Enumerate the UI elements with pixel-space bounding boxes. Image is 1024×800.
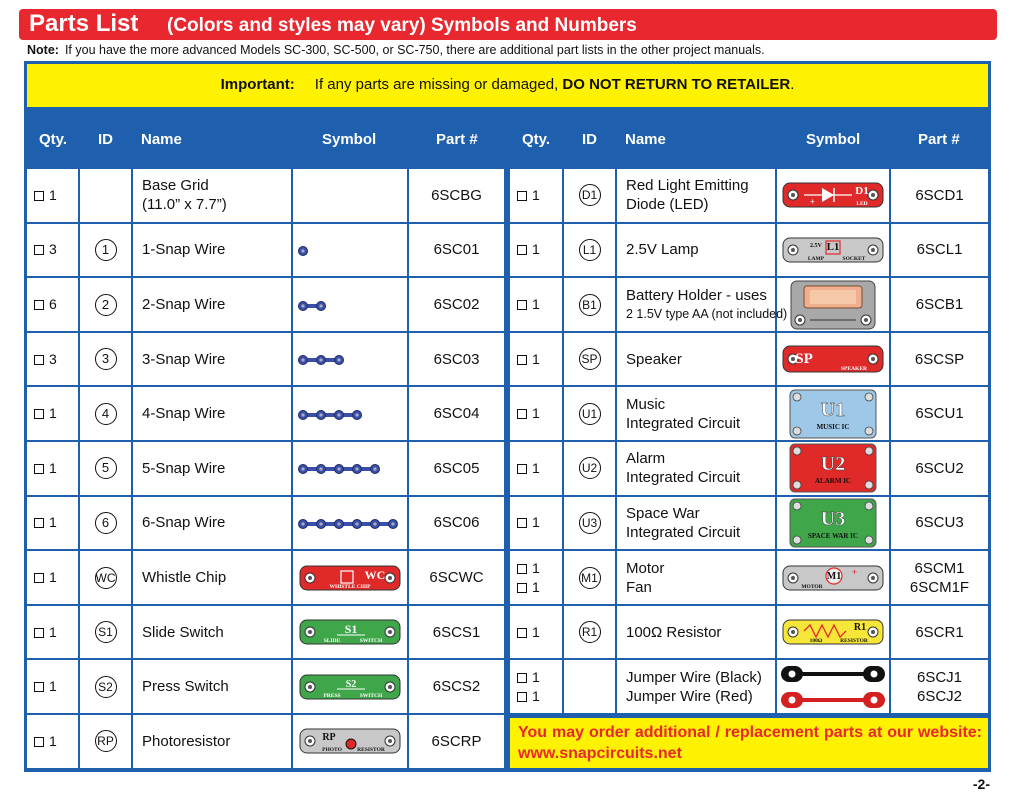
part-number xyxy=(409,677,504,696)
part-id-badge: S1 xyxy=(95,621,117,643)
svg-text:LED: LED xyxy=(856,201,868,208)
part-name-line: Speaker xyxy=(626,350,682,368)
part-name xyxy=(626,240,699,259)
part-name-line: Fan xyxy=(626,578,652,596)
qty-value: 1 xyxy=(49,186,57,203)
svg-text:RP: RP xyxy=(322,732,336,744)
important-end: . xyxy=(790,76,795,93)
jumper-wires-symbol xyxy=(779,662,887,717)
part-number xyxy=(891,404,988,423)
part-number xyxy=(409,350,504,369)
qty-cell-content xyxy=(34,568,57,587)
checkbox-icon xyxy=(517,300,527,310)
qty-cell-content xyxy=(517,240,540,259)
part-number-line: 6SC04 xyxy=(433,405,480,423)
note-label: Note: xyxy=(27,43,59,57)
part-name-line: Jumper Wire (Black) xyxy=(626,668,762,686)
svg-text:ALARM IC: ALARM IC xyxy=(815,477,851,486)
part-id-badge: U3 xyxy=(579,512,601,534)
part-name xyxy=(142,295,225,314)
part-name-line: Jumper Wire (Red) xyxy=(626,687,753,705)
svg-text:SWITCH: SWITCH xyxy=(359,692,383,699)
part-number xyxy=(409,295,504,314)
part-number xyxy=(409,568,504,587)
qty-value: 1 xyxy=(532,687,540,704)
checkbox-icon xyxy=(34,628,44,638)
svg-text:PRESS: PRESS xyxy=(323,692,341,699)
checkbox-icon xyxy=(517,628,527,638)
order-promo-text: You may order additional / replacement parts at our website: www.snapcircuits.net xyxy=(518,724,982,762)
important-banner xyxy=(27,64,988,107)
qty-line xyxy=(517,240,540,259)
svg-text:SLIDE: SLIDE xyxy=(323,638,341,645)
part-name xyxy=(626,504,740,542)
photoresistor-symbol xyxy=(299,728,401,759)
qty-value: 1 xyxy=(532,459,540,476)
whistle-chip-symbol xyxy=(299,565,401,596)
part-name-line: 6-Snap Wire xyxy=(142,514,226,532)
svg-text:M1: M1 xyxy=(826,570,842,582)
table-header-right xyxy=(0,110,1000,168)
part-name-line: Motor xyxy=(626,559,665,577)
checkbox-icon xyxy=(517,518,527,528)
part-id-badge: R1 xyxy=(579,621,601,643)
part-name xyxy=(626,449,740,487)
qty-line xyxy=(517,513,540,532)
column-name: Name xyxy=(141,131,182,148)
part-number xyxy=(409,623,504,642)
title-bar xyxy=(19,9,997,40)
part-name-line: Slide Switch xyxy=(142,623,224,641)
qty-line xyxy=(517,186,540,205)
part-number xyxy=(891,240,988,259)
qty-value: 3 xyxy=(49,241,57,258)
part-name-line: Integrated Circuit xyxy=(626,414,741,432)
qty-value: 1 xyxy=(532,241,540,258)
checkbox-icon xyxy=(517,464,527,474)
part-name xyxy=(626,286,787,324)
qty-value: 1 xyxy=(49,459,57,476)
page-subtitle: (Colors and styles may vary) Symbols and Numbers xyxy=(167,15,637,36)
part-name xyxy=(142,404,225,423)
qty-cell-content xyxy=(517,295,540,314)
part-name xyxy=(626,176,749,214)
qty-value: 3 xyxy=(49,350,57,367)
page-title: Parts List xyxy=(29,10,139,37)
qty-value: 1 xyxy=(532,296,540,312)
space-war-ic-symbol xyxy=(789,498,877,553)
part-number xyxy=(409,404,504,423)
svg-text:SWITCH: SWITCH xyxy=(359,638,383,645)
part-name-line: 2-Snap Wire xyxy=(142,296,226,313)
important-emphasis: DO NOT RETURN TO RETAILER xyxy=(562,76,791,93)
part-id-badge: 6 xyxy=(95,512,117,534)
part-name-line: 2.5V Lamp xyxy=(626,241,699,259)
part-name-line: Diode (LED) xyxy=(626,196,709,214)
part-number-line: 6SC06 xyxy=(433,514,480,532)
part-number-line: 6SCS1 xyxy=(432,623,481,641)
qty-value: 1 xyxy=(532,578,540,595)
part-name-line: 3-Snap Wire xyxy=(142,350,226,368)
qty-cell-content xyxy=(517,623,540,642)
part-number-line: 6SCWC xyxy=(429,569,484,586)
svg-text:U3: U3 xyxy=(820,507,846,530)
part-number xyxy=(891,350,988,369)
snap-2-symbol xyxy=(297,299,329,317)
column-symbol: Symbol xyxy=(322,131,377,148)
part-name xyxy=(142,176,227,214)
qty-cell-content xyxy=(34,295,57,314)
part-id-badge: B1 xyxy=(579,294,601,316)
qty-line xyxy=(34,404,57,423)
part-name xyxy=(142,568,226,587)
part-number-line: 6SCM1 xyxy=(914,559,965,577)
qty-cell-content xyxy=(34,513,57,532)
part-number xyxy=(409,732,504,751)
part-name-line: Music xyxy=(626,395,666,413)
svg-text:WC: WC xyxy=(364,567,386,582)
svg-text:L1: L1 xyxy=(826,240,840,253)
svg-text:SP: SP xyxy=(795,351,813,368)
part-name xyxy=(142,513,225,532)
part-name-line: Red Light Emitting xyxy=(626,177,749,195)
qty-value: 1 xyxy=(49,678,57,695)
note xyxy=(27,43,765,57)
part-id-badge: M1 xyxy=(579,567,601,589)
part-name xyxy=(626,559,664,597)
part-number xyxy=(891,513,988,532)
qty-line xyxy=(517,559,540,578)
qty-value: 1 xyxy=(532,405,540,422)
svg-text:PHOTO: PHOTO xyxy=(322,747,342,754)
qty-line xyxy=(517,459,540,478)
part-id-badge: RP xyxy=(95,730,117,752)
svg-text:S2: S2 xyxy=(345,678,357,690)
part-name xyxy=(142,350,225,369)
qty-value: 1 xyxy=(49,405,57,422)
column-symbol: Symbol xyxy=(806,131,861,148)
column-qty: Qty. xyxy=(522,131,551,148)
part-name-line: 5-Snap Wire xyxy=(142,459,226,477)
symbol-cell xyxy=(293,169,407,222)
qty-value: 1 xyxy=(49,732,57,749)
part-id-badge: WC xyxy=(95,567,117,589)
part-number xyxy=(409,240,504,259)
part-name-line: 1-Snap Wire xyxy=(142,241,226,259)
qty-cell-content xyxy=(517,459,540,478)
checkbox-icon xyxy=(34,518,44,528)
qty-value: 6 xyxy=(49,296,57,312)
qty-cell-content xyxy=(34,459,57,478)
speaker-symbol xyxy=(782,345,884,378)
part-number-line: 6SCSP xyxy=(914,350,965,368)
qty-line xyxy=(34,186,57,205)
part-name-line: Battery Holder - uses xyxy=(626,286,767,304)
svg-text:100Ω: 100Ω xyxy=(809,638,823,645)
part-name xyxy=(142,623,224,642)
qty-line xyxy=(517,687,540,706)
svg-text:D1: D1 xyxy=(855,185,869,198)
qty-value: 1 xyxy=(532,186,540,203)
qty-value: 1 xyxy=(532,514,540,531)
part-number-line: 6SCL1 xyxy=(916,241,963,259)
part-id-badge: 5 xyxy=(95,457,117,479)
qty-cell-content xyxy=(34,186,57,205)
checkbox-icon xyxy=(34,245,44,255)
svg-text:MUSIC IC: MUSIC IC xyxy=(816,422,850,431)
qty-cell-content xyxy=(517,559,540,597)
qty-line xyxy=(517,578,540,597)
qty-cell-content xyxy=(34,732,57,751)
qty-cell-content xyxy=(34,240,57,259)
led-symbol xyxy=(782,182,884,213)
part-number xyxy=(409,459,504,478)
part-id-badge: 3 xyxy=(95,348,117,370)
part-number-line: 6SCD1 xyxy=(915,186,964,204)
part-name-line: Space War xyxy=(626,504,700,522)
order-promo xyxy=(510,718,988,768)
qty-line xyxy=(517,295,540,314)
qty-line xyxy=(34,459,57,478)
press-switch-symbol xyxy=(299,674,401,705)
checkbox-icon xyxy=(517,673,527,683)
column-qty: Qty. xyxy=(39,131,68,148)
qty-cell-content xyxy=(34,623,57,642)
svg-text:RESISTOR: RESISTOR xyxy=(840,638,868,645)
part-name xyxy=(142,459,225,478)
snap-1-symbol xyxy=(297,244,311,262)
svg-text:WHISTLE CHIP: WHISTLE CHIP xyxy=(329,583,371,590)
checkbox-icon xyxy=(517,355,527,365)
part-number xyxy=(891,559,988,597)
part-number-line: 6SCU3 xyxy=(915,514,964,532)
qty-line xyxy=(34,623,57,642)
part-number-line: 6SC01 xyxy=(433,241,480,259)
checkbox-icon xyxy=(517,409,527,419)
slide-switch-symbol xyxy=(299,619,401,650)
part-name-line: 100Ω Resistor xyxy=(626,623,722,641)
part-name xyxy=(626,668,762,706)
snap-4-symbol xyxy=(297,408,365,426)
qty-line xyxy=(34,295,57,314)
id-cell xyxy=(564,660,615,713)
lamp-symbol xyxy=(782,237,884,268)
checkbox-icon xyxy=(517,245,527,255)
part-name xyxy=(626,350,682,369)
qty-value: 1 xyxy=(49,623,57,640)
svg-text:SOCKET: SOCKET xyxy=(842,255,866,262)
part-id-badge: U2 xyxy=(579,457,601,479)
qty-cell-content xyxy=(517,404,540,423)
part-id-badge: L1 xyxy=(579,239,601,261)
svg-text:U2: U2 xyxy=(820,453,846,476)
part-number-line: 6SCM1F xyxy=(909,578,970,596)
note-text: If you have the more advanced Models SC-300, SC-500, or SC-750, there are additional part lists in the other project manuals. xyxy=(64,43,765,57)
qty-line xyxy=(34,677,57,696)
part-number-line: 6SCU1 xyxy=(915,405,964,423)
page-number: -2- xyxy=(972,776,990,792)
part-number-line: 6SCU2 xyxy=(915,459,964,477)
column-part: Part # xyxy=(436,131,478,148)
music-ic-symbol xyxy=(789,389,877,444)
qty-line xyxy=(34,732,57,751)
qty-line xyxy=(34,350,57,369)
qty-value: 1 xyxy=(532,559,540,576)
part-name-line: Base Grid xyxy=(142,177,209,195)
column-part: Part # xyxy=(918,131,960,148)
qty-value: 1 xyxy=(49,514,57,531)
part-name xyxy=(142,732,230,751)
qty-line xyxy=(517,623,540,642)
part-id-badge: D1 xyxy=(579,184,601,206)
part-name-line: (11.0” x 7.7”) xyxy=(142,196,227,214)
part-name-line: Press Switch xyxy=(142,678,229,696)
checkbox-icon xyxy=(34,300,44,310)
part-name-line: Integrated Circuit xyxy=(626,469,741,487)
part-id-badge: U1 xyxy=(579,403,601,425)
checkbox-icon xyxy=(34,355,44,365)
qty-cell-content xyxy=(34,404,57,423)
part-number xyxy=(891,186,988,205)
qty-value: 1 xyxy=(532,623,540,640)
part-number-line: 6SCR1 xyxy=(915,623,964,641)
motor-symbol xyxy=(782,565,884,596)
part-name-line: Alarm xyxy=(626,450,666,468)
part-number-line: 6SCJ1 xyxy=(916,668,963,686)
part-name-line: 2 1.5V type AA (not included) xyxy=(626,306,788,321)
part-number xyxy=(409,513,504,532)
part-number xyxy=(891,668,988,706)
qty-cell-content xyxy=(517,668,540,706)
qty-line xyxy=(517,404,540,423)
checkbox-icon xyxy=(34,573,44,583)
checkbox-icon xyxy=(34,409,44,419)
column-id: ID xyxy=(582,131,597,148)
checkbox-icon xyxy=(517,583,527,593)
part-number-line: 6SCBG xyxy=(431,186,482,204)
part-name-line: Integrated Circuit xyxy=(626,523,741,541)
qty-line xyxy=(517,668,540,687)
svg-text:SPEAKER: SPEAKER xyxy=(841,366,867,373)
qty-cell-content xyxy=(34,350,57,369)
battery-holder-symbol xyxy=(790,280,876,335)
svg-text:U1: U1 xyxy=(820,398,846,421)
qty-value: 1 xyxy=(532,668,540,685)
qty-value: 1 xyxy=(532,350,540,367)
resistor-symbol xyxy=(782,619,884,650)
checkbox-icon xyxy=(517,191,527,201)
part-id-badge: S2 xyxy=(95,676,117,698)
svg-text:MOTOR: MOTOR xyxy=(801,583,823,590)
important-text: If any parts are missing or damaged, xyxy=(314,76,559,93)
qty-cell-content xyxy=(34,677,57,696)
svg-text:LAMP: LAMP xyxy=(807,255,825,262)
checkbox-icon xyxy=(517,692,527,702)
part-name-line: Whistle Chip xyxy=(142,569,227,586)
svg-text:2.5V: 2.5V xyxy=(810,242,822,249)
checkbox-icon xyxy=(517,564,527,574)
part-number-line: 6SCB1 xyxy=(915,296,964,313)
part-name xyxy=(142,240,225,259)
svg-text:+: + xyxy=(852,566,858,577)
part-name-line: Photoresistor xyxy=(142,732,231,750)
qty-line xyxy=(34,568,57,587)
part-number-line: 6SC05 xyxy=(433,459,480,477)
part-id-badge: SP xyxy=(579,348,601,370)
part-number-line: 6SCS2 xyxy=(432,678,481,696)
part-number-line: 6SC03 xyxy=(433,350,480,368)
snap-5-symbol xyxy=(297,462,383,480)
snap-3-symbol xyxy=(297,353,347,371)
part-number-line: 6SC02 xyxy=(433,296,480,313)
important-label: Important: xyxy=(220,76,295,93)
qty-value: 1 xyxy=(49,569,57,585)
part-name xyxy=(626,395,740,433)
qty-cell-content xyxy=(517,350,540,369)
id-cell xyxy=(80,169,131,222)
part-name-line: 4-Snap Wire xyxy=(142,405,226,423)
part-name xyxy=(626,623,721,642)
checkbox-icon xyxy=(34,737,44,747)
part-number xyxy=(891,623,988,642)
part-number-line: 6SCRP xyxy=(431,732,482,750)
part-id-badge: 1 xyxy=(95,239,117,261)
svg-text:R1: R1 xyxy=(853,622,867,634)
part-number-line: 6SCJ2 xyxy=(916,687,963,705)
part-id-badge: 2 xyxy=(95,294,117,316)
column-id: ID xyxy=(98,131,113,148)
qty-line xyxy=(34,513,57,532)
part-name xyxy=(142,677,229,696)
checkbox-icon xyxy=(34,191,44,201)
part-id-badge: 4 xyxy=(95,403,117,425)
snap-6-symbol xyxy=(297,517,401,535)
svg-text:+: + xyxy=(810,197,815,207)
svg-text:RESISTOR: RESISTOR xyxy=(357,747,385,754)
part-number xyxy=(891,295,988,314)
part-number xyxy=(891,459,988,478)
checkbox-icon xyxy=(34,464,44,474)
svg-text:SPACE WAR IC: SPACE WAR IC xyxy=(808,531,858,540)
qty-cell-content xyxy=(517,513,540,532)
qty-line xyxy=(517,350,540,369)
alarm-ic-symbol xyxy=(789,443,877,498)
column-name: Name xyxy=(625,131,666,148)
checkbox-icon xyxy=(34,682,44,692)
svg-text:S1: S1 xyxy=(344,622,358,637)
part-number xyxy=(409,186,504,205)
qty-line xyxy=(34,240,57,259)
qty-cell-content xyxy=(517,186,540,205)
